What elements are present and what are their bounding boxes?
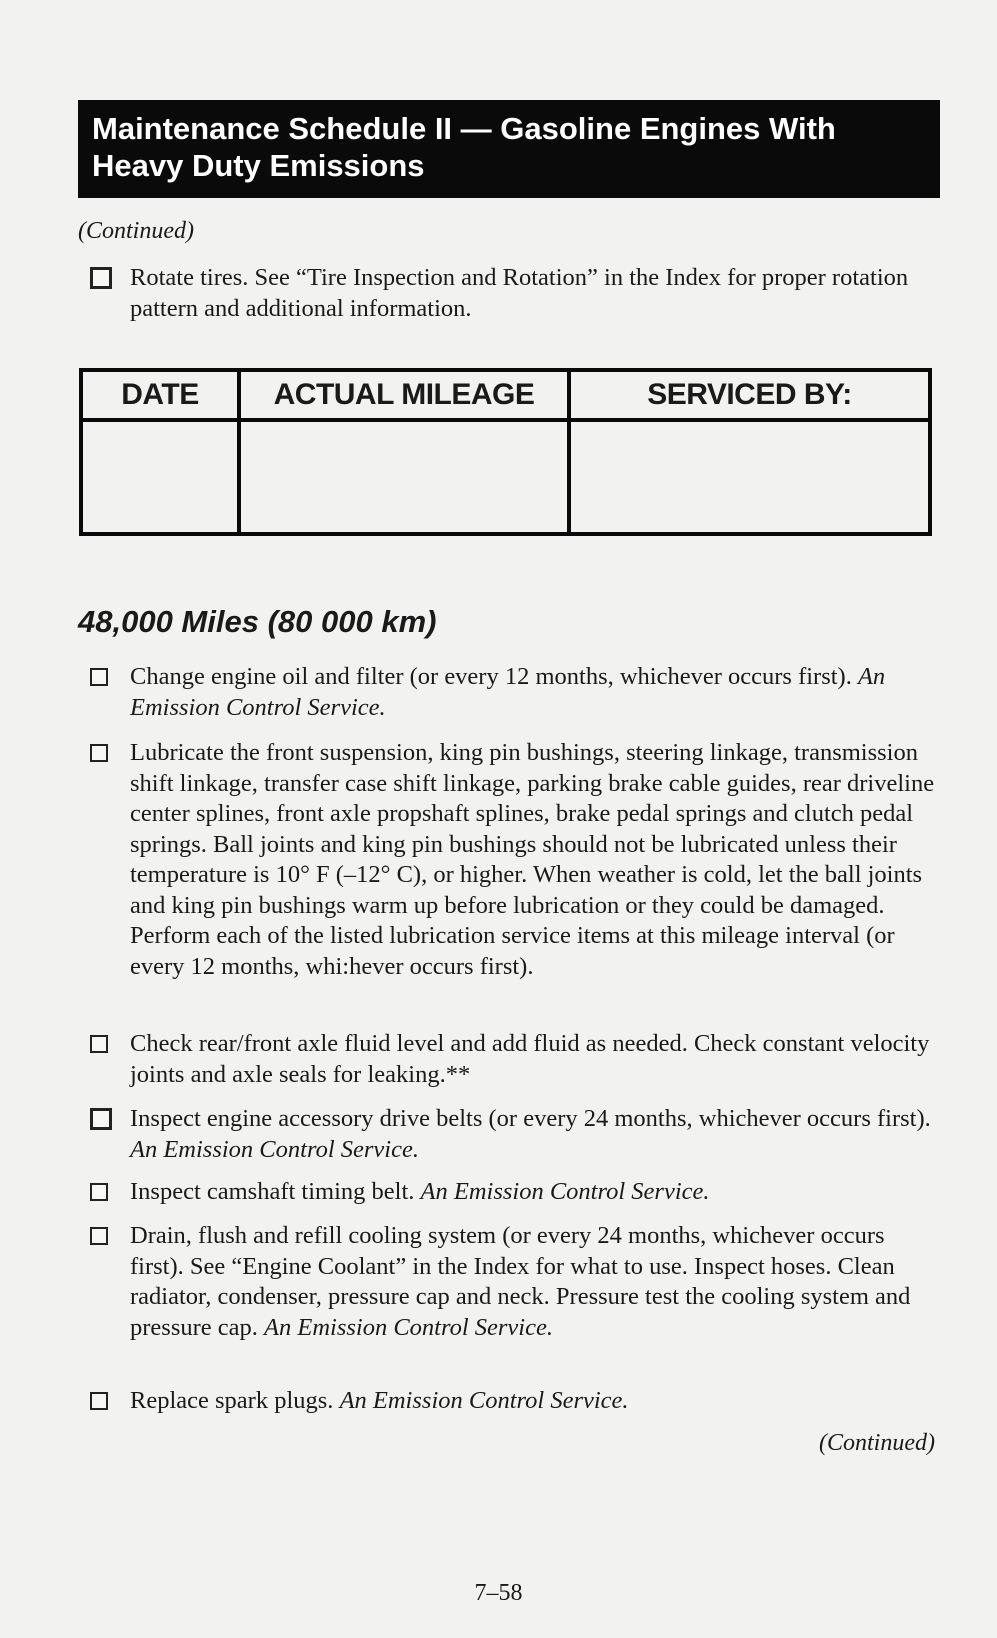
mileage-entry-cell[interactable] (239, 420, 569, 534)
checklist-item-cooling-system (90, 1221, 940, 1343)
checkbox[interactable] (90, 1183, 108, 1201)
checklist-item-axle-fluid (90, 1029, 940, 1090)
checklist-item-timing-belt (90, 1177, 940, 1208)
emission-note: An Emission Control Service. (130, 1135, 419, 1163)
emission-note: An Emission Control Service. (264, 1313, 553, 1341)
checkbox[interactable] (90, 1392, 108, 1410)
column-header-serviced-by: SERVICED BY: (569, 370, 930, 420)
service-record-table (79, 368, 932, 536)
checklist-item-lubrication (90, 738, 940, 982)
checkbox[interactable] (90, 1227, 108, 1245)
checklist-item-oil-change (90, 662, 940, 723)
page-number: 7–58 (474, 1580, 523, 1606)
checklist-item-rotate-tires (90, 263, 940, 324)
item-text: Rotate tires. See “Tire Inspection and Rotation” in the Index for proper rotation pattern and additional information. (130, 264, 909, 322)
checkbox[interactable] (90, 744, 108, 762)
item-text: Change engine oil and filter (or every 12 months, whichever occurs first). An Emission Control Service. (130, 663, 886, 721)
item-text: Inspect camshaft timing belt. An Emission Control Service. (130, 1178, 710, 1205)
emission-note: An Emission Control Service. (420, 1178, 710, 1205)
continued-note-bottom: (Continued) (819, 1430, 935, 1456)
item-text: Replace spark plugs. An Emission Control Service. (130, 1387, 629, 1414)
item-text: Lubricate the front suspension, king pin bushings, steering linkage, transmission shift linkage, transfer case shift linkage, parking brake cable guides, rear driveline center splines, front axle propshaft splines, brake pedal springs and clutch pedal springs. Ball joints and king pin bushings should not be lubricated unless their temperature is 10° F (–12° C), or higher. When weather is cold, let the ball joints and king pin bushings warm up before lubrication or they could be damaged. Perform each of the listed lubrication service items at this mileage interval (or every 12 months, whi:hever occurs first). (130, 739, 935, 980)
checkbox[interactable] (90, 267, 112, 289)
item-text: Drain, flush and refill cooling system (or every 24 months, whichever occurs first). See “Engine Coolant” in the Index for what to use. Inspect hoses. Clean radiator, condenser, pressure cap and neck. Pressure test the cooling system and pressure cap. An Emission Control Service. (130, 1222, 911, 1341)
serviced-by-entry-cell[interactable] (569, 420, 930, 534)
item-text: Inspect engine accessory drive belts (or every 24 months, whichever occurs first). An Emission Control Service. (130, 1105, 931, 1163)
column-header-actual-mileage: ACTUAL MILEAGE (239, 370, 569, 420)
checkbox[interactable] (90, 1108, 112, 1130)
checkbox[interactable] (90, 1035, 108, 1053)
mileage-section-title: 48,000 Miles (80 000 km) (78, 604, 437, 639)
checklist-item-drive-belts (90, 1104, 940, 1165)
date-entry-cell[interactable] (81, 420, 239, 534)
continued-note-top: (Continued) (78, 218, 194, 244)
column-header-date: DATE (81, 370, 239, 420)
checklist-item-spark-plugs (90, 1386, 940, 1417)
emission-note: An Emission Control Service. (339, 1387, 629, 1414)
emission-note: An Emission Control Service. (130, 663, 886, 721)
item-text: Check rear/front axle fluid level and add fluid as needed. Check constant velocity joints and axle seals for leaking.** (130, 1030, 930, 1088)
section-header-bar (78, 100, 940, 198)
checkbox[interactable] (90, 668, 108, 686)
page-title: Maintenance Schedule II — Gasoline Engines With Heavy Duty Emissions (92, 111, 836, 183)
